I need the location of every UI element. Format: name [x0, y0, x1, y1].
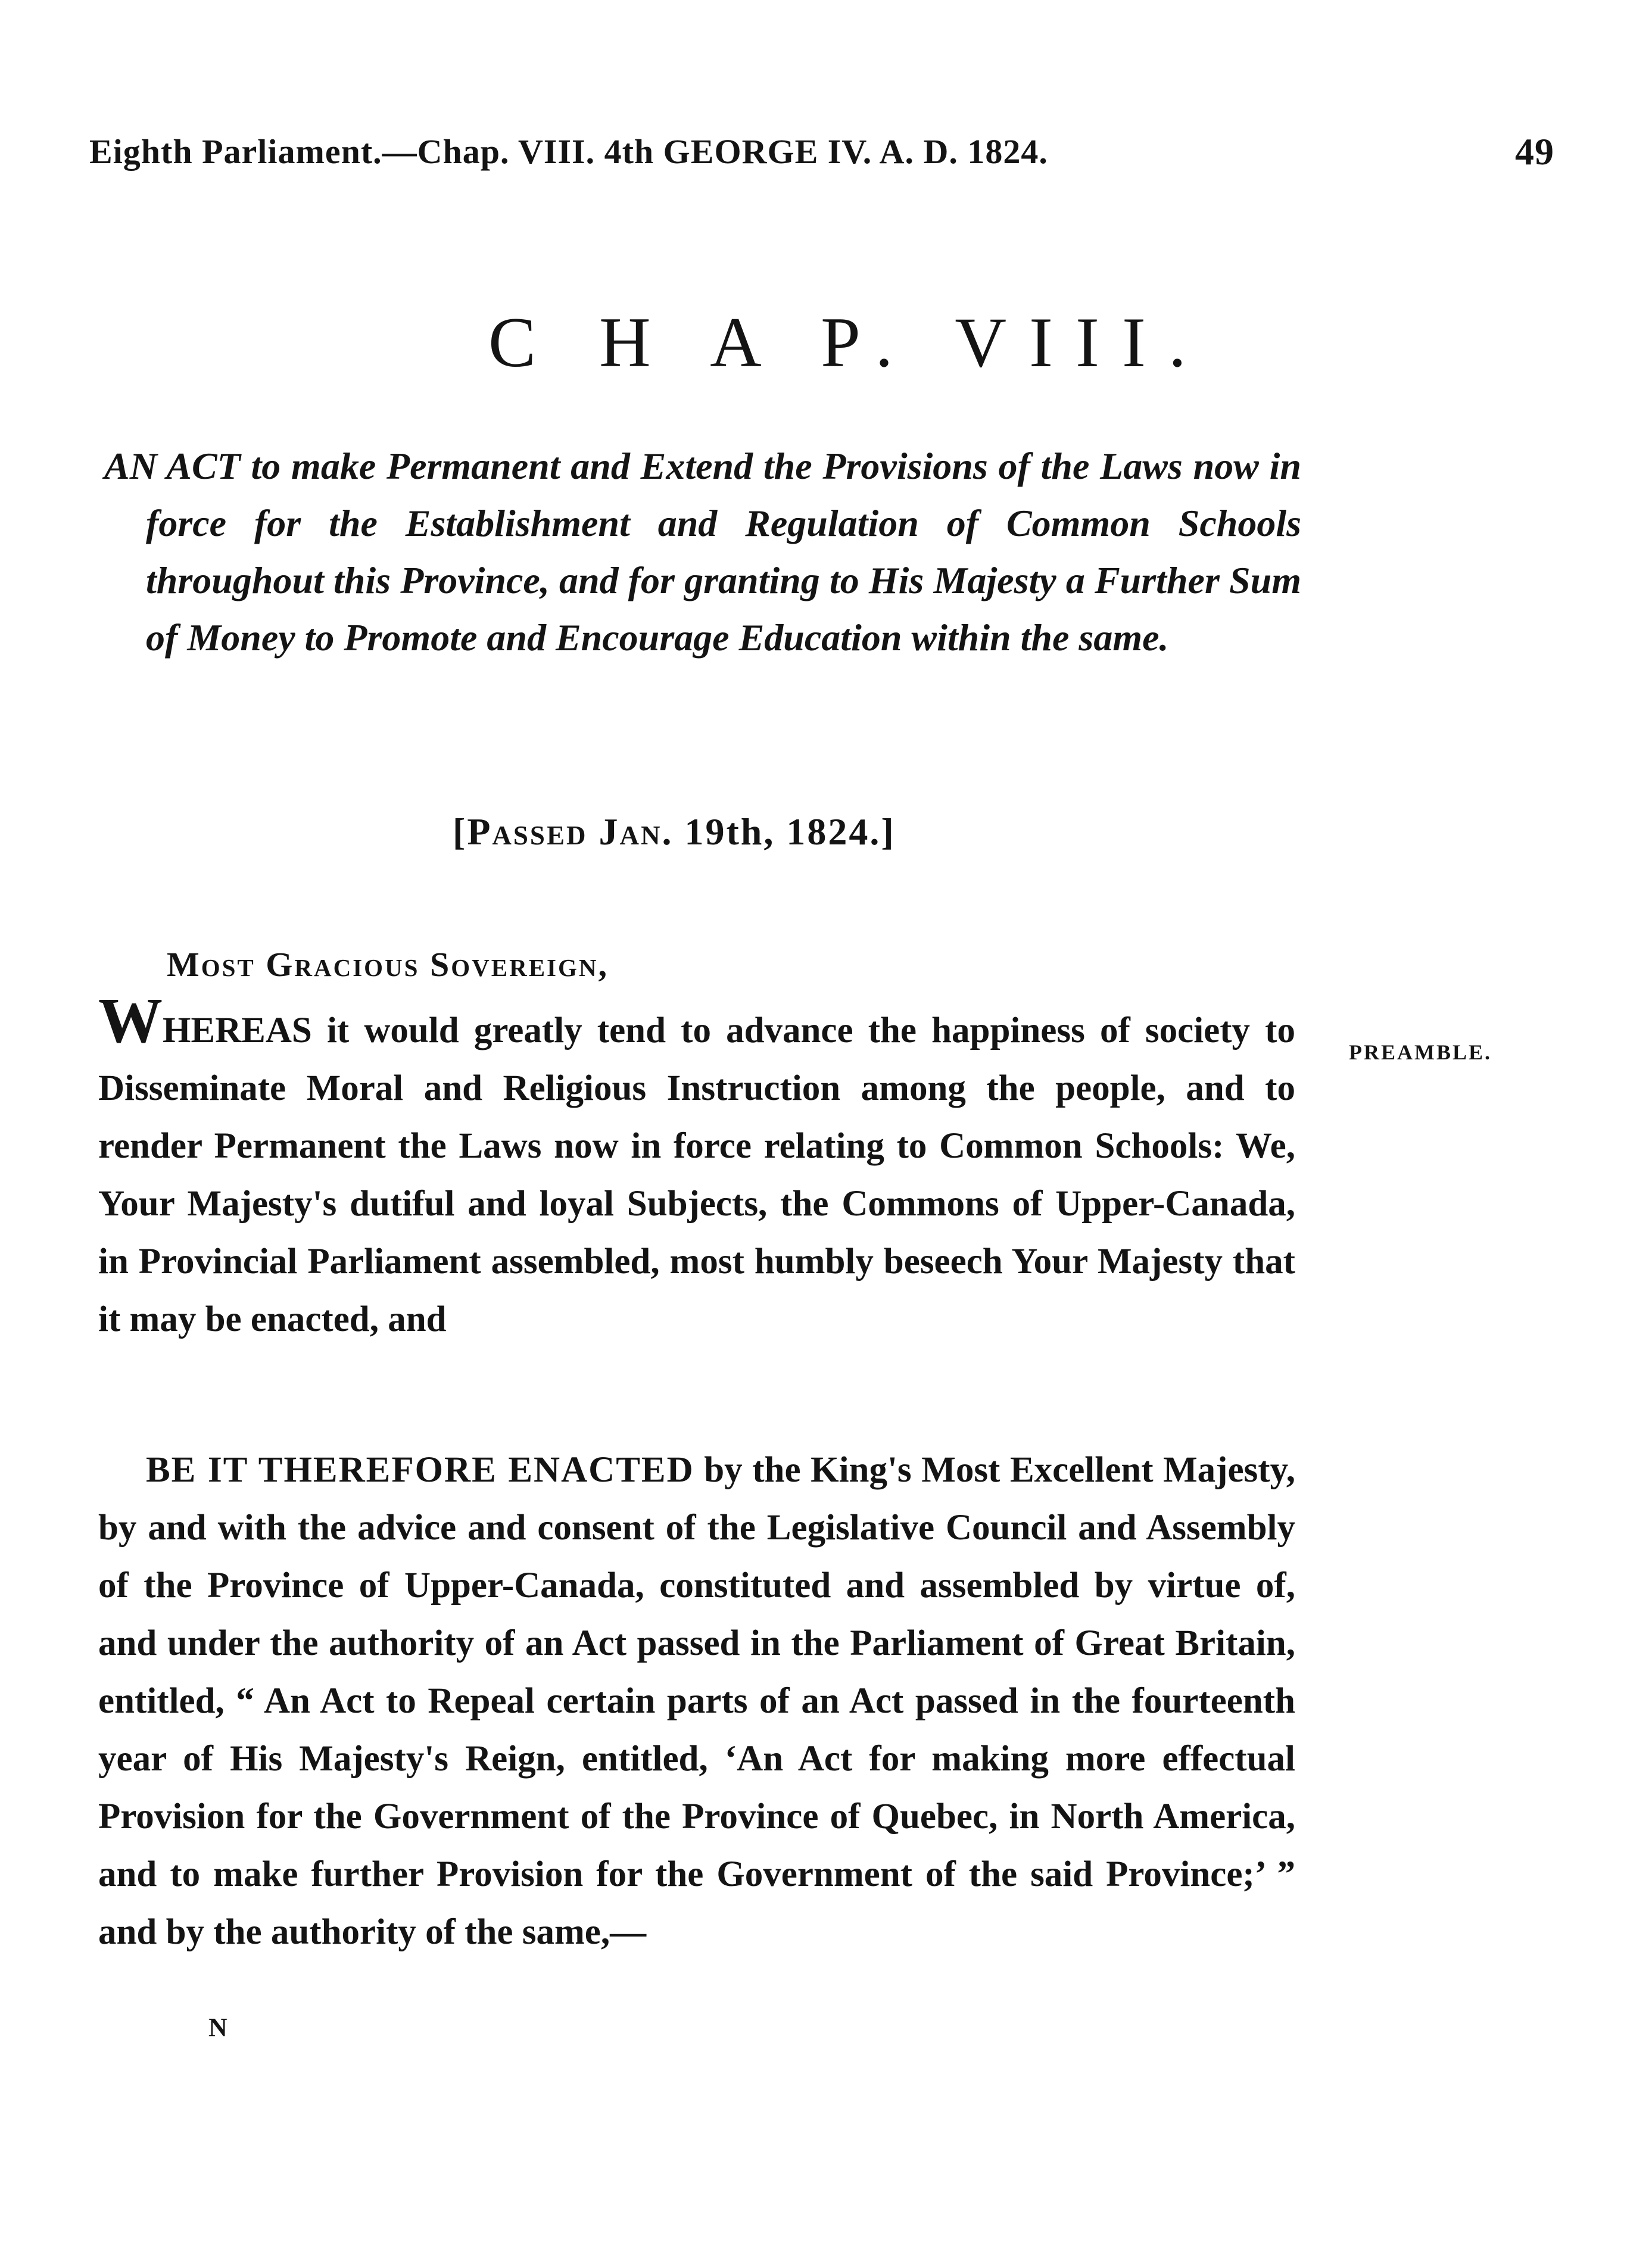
passed-date: [Passed Jan. 19th, 1824.]: [453, 810, 896, 853]
running-head: [89, 128, 1554, 176]
chapter-title: C H A P. VIII.: [488, 303, 1209, 382]
signature-mark: N: [208, 2013, 227, 2042]
enactment-paragraph: [98, 1441, 1295, 1961]
running-head-text: Eighth Parliament.—Chap. VIII. 4th GEORGE IV. A. D. 1824.: [89, 132, 1048, 171]
margin-note-preamble: PREAMBLE.: [1349, 1040, 1492, 1064]
enactment-body: by the King's Most Excellent Majesty, by and with the advice and consent of the Legislative Council and Assembly of the Province of Upper-Canada, constituted and assembled by virtue of, and under the authority of an Act passed in the Parliament of Great Britain, entitled, “ An Act to Repeal certain parts of an Act passed in the fourteenth year of His Majesty's Reign, entitled, ‘An Act for making more effectual Provision for the Government of the Province of Quebec, in North America, and to make further Provision for the Government of the said Province;’ ” and by the authority of the same,—: [98, 1450, 1295, 1952]
salutation: Most Gracious Sovereign,: [167, 945, 609, 984]
preamble-paragraph: WHEREAS it would greatly tend to advance the happiness of society to Disseminate Moral and Religious Instruction among the people, and to render Permanent the Laws now in force relating to Common Schools: We, Your Majesty's dutiful and loyal Subjects, the Commons of Upper-Canada, in Provincial Parliament assembled, most humbly beseech Your Majesty that it may be enacted, and: [98, 986, 1295, 1339]
passed-label: Passed Jan.: [467, 810, 674, 853]
enactment-lead: BE IT THEREFORE ENACTED: [146, 1450, 694, 1490]
act-title: AN ACT to make Permanent and Extend the Provisions of the Laws now in force for the Establishment and Regulation of Common Schools throughout this Province, and for granting to His Majesty a Further Sum of Money to Promote and Encourage Education within the same.: [104, 445, 1301, 659]
page-number: 49: [1515, 130, 1554, 173]
passed-date-value: 19th, 1824.: [684, 810, 881, 853]
